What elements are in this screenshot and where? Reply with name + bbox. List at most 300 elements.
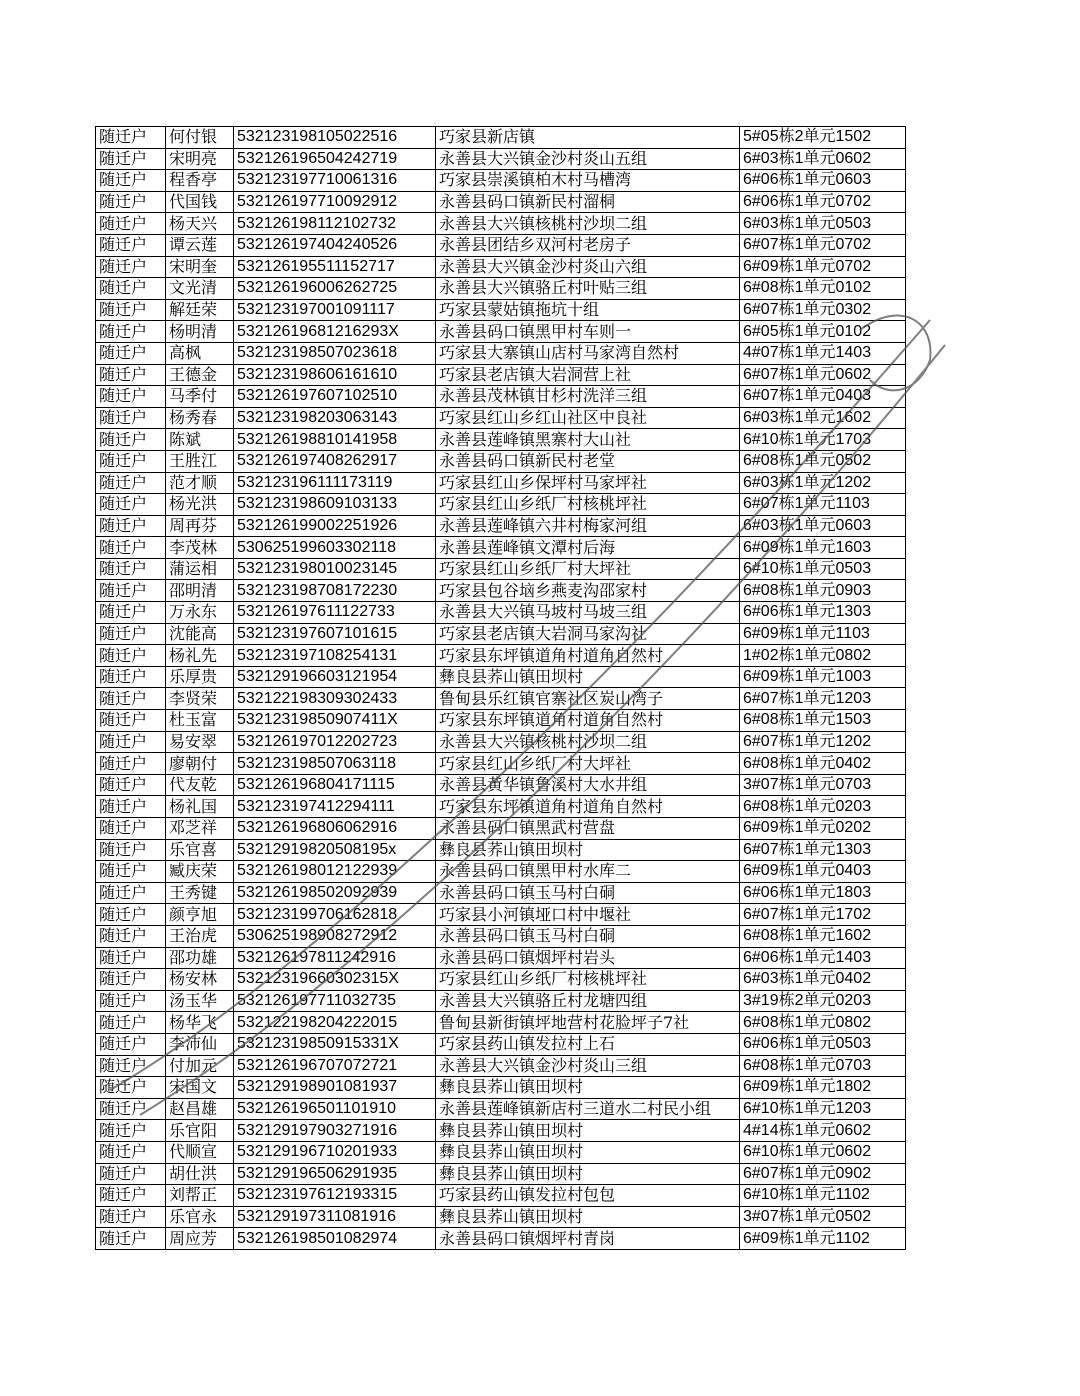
household-type-cell: 随迁户 xyxy=(96,429,166,451)
id-number-cell: 532126196804171115 xyxy=(234,774,436,796)
household-type-cell: 随迁户 xyxy=(96,299,166,321)
room-cell: 6#09栋1单元1103 xyxy=(740,623,906,645)
id-number-cell: 532126197611122733 xyxy=(234,602,436,624)
room-cell: 6#10栋1单元1102 xyxy=(740,1185,906,1207)
id-number-cell: 532126197607102510 xyxy=(234,386,436,408)
name-cell: 高枫 xyxy=(166,342,234,364)
table-row xyxy=(96,925,906,947)
room-cell: 6#09栋1单元1102 xyxy=(740,1228,906,1250)
name-cell: 颜亨旭 xyxy=(166,904,234,926)
id-number-cell: 532123198609103133 xyxy=(234,494,436,516)
household-type-cell: 随迁户 xyxy=(96,753,166,775)
name-cell: 李贤荣 xyxy=(166,688,234,710)
table-row xyxy=(96,148,906,170)
name-cell: 杨秀春 xyxy=(166,407,234,429)
origin-address-cell: 鲁甸县新街镇坪地营村花脸坪子7社 xyxy=(436,1012,740,1034)
room-cell: 6#09栋1单元0403 xyxy=(740,861,906,883)
household-type-cell: 随迁户 xyxy=(96,1228,166,1250)
id-number-cell: 532126197811242916 xyxy=(234,947,436,969)
household-type-cell: 随迁户 xyxy=(96,580,166,602)
name-cell: 付加元 xyxy=(166,1055,234,1077)
name-cell: 臧庆荣 xyxy=(166,861,234,883)
table-row xyxy=(96,839,906,861)
name-cell: 杨礼先 xyxy=(166,645,234,667)
room-cell: 6#10栋1单元0503 xyxy=(740,558,906,580)
id-number-cell: 53212919820508195x xyxy=(234,839,436,861)
id-number-cell: 53212319660302315X xyxy=(234,969,436,991)
origin-address-cell: 巧家县新店镇 xyxy=(436,127,740,149)
origin-address-cell: 永善县大兴镇核桃村沙坝二组 xyxy=(436,213,740,235)
name-cell: 宋国文 xyxy=(166,1077,234,1099)
name-cell: 赵昌雄 xyxy=(166,1098,234,1120)
origin-address-cell: 永善县码口镇玉马村白硐 xyxy=(436,925,740,947)
origin-address-cell: 永善县码口镇玉马村白硐 xyxy=(436,882,740,904)
origin-address-cell: 巧家县蒙姑镇拖坑十组 xyxy=(436,299,740,321)
room-cell: 6#03栋1单元0602 xyxy=(740,148,906,170)
household-type-cell: 随迁户 xyxy=(96,342,166,364)
id-number-cell: 532123198105022516 xyxy=(234,127,436,149)
room-cell: 4#07栋1单元1403 xyxy=(740,342,906,364)
id-number-cell: 532123197612193315 xyxy=(234,1185,436,1207)
table-row xyxy=(96,299,906,321)
id-number-cell: 532123197001091117 xyxy=(234,299,436,321)
household-type-cell: 随迁户 xyxy=(96,213,166,235)
table-row xyxy=(96,386,906,408)
id-number-cell: 532122198309302433 xyxy=(234,688,436,710)
name-cell: 易安翠 xyxy=(166,731,234,753)
room-cell: 6#07栋1单元1203 xyxy=(740,688,906,710)
origin-address-cell: 彝良县荞山镇田坝村 xyxy=(436,1120,740,1142)
name-cell: 杨礼国 xyxy=(166,796,234,818)
room-cell: 6#09栋1单元0702 xyxy=(740,256,906,278)
name-cell: 杜玉富 xyxy=(166,710,234,732)
room-cell: 6#07栋1单元1202 xyxy=(740,731,906,753)
name-cell: 杨明清 xyxy=(166,321,234,343)
name-cell: 范才顺 xyxy=(166,472,234,494)
id-number-cell: 532123199706162818 xyxy=(234,904,436,926)
origin-address-cell: 永善县大兴镇骆丘村叶贴三组 xyxy=(436,278,740,300)
id-number-cell: 53212319850915331X xyxy=(234,1033,436,1055)
id-number-cell: 532126196006262725 xyxy=(234,278,436,300)
origin-address-cell: 巧家县老店镇大岩洞马家沟社 xyxy=(436,623,740,645)
table-row xyxy=(96,1012,906,1034)
origin-address-cell: 巧家县老店镇大岩洞营上社 xyxy=(436,364,740,386)
relocation-table xyxy=(95,126,906,1250)
id-number-cell: 532123198010023145 xyxy=(234,558,436,580)
name-cell: 解廷荣 xyxy=(166,299,234,321)
id-number-cell: 532129196710201933 xyxy=(234,1141,436,1163)
room-cell: 5#05栋2单元1502 xyxy=(740,127,906,149)
household-type-cell: 随迁户 xyxy=(96,1055,166,1077)
household-type-cell: 随迁户 xyxy=(96,925,166,947)
id-number-cell: 53212619681216293X xyxy=(234,321,436,343)
id-number-cell: 532126199002251926 xyxy=(234,515,436,537)
table-row xyxy=(96,558,906,580)
id-number-cell: 530625198908272912 xyxy=(234,925,436,947)
room-cell: 6#07栋1单元0902 xyxy=(740,1163,906,1185)
room-cell: 6#08栋1单元1602 xyxy=(740,925,906,947)
origin-address-cell: 永善县码口镇新民村溜桐 xyxy=(436,191,740,213)
origin-address-cell: 彝良县荞山镇田坝村 xyxy=(436,1077,740,1099)
origin-address-cell: 永善县码口镇新民村老堂 xyxy=(436,450,740,472)
table-row xyxy=(96,515,906,537)
id-number-cell: 532126198810141958 xyxy=(234,429,436,451)
origin-address-cell: 永善县大兴镇金沙村炎山三组 xyxy=(436,1055,740,1077)
id-number-cell: 532126196707072721 xyxy=(234,1055,436,1077)
origin-address-cell: 永善县大兴镇马坡村马坡三组 xyxy=(436,602,740,624)
table-row xyxy=(96,990,906,1012)
table-row xyxy=(96,278,906,300)
origin-address-cell: 巧家县包谷垴乡燕麦沟邵家村 xyxy=(436,580,740,602)
id-number-cell: 532126195511152717 xyxy=(234,256,436,278)
name-cell: 周应芳 xyxy=(166,1228,234,1250)
name-cell: 程香亭 xyxy=(166,170,234,192)
name-cell: 沈能高 xyxy=(166,623,234,645)
room-cell: 6#08栋1单元0102 xyxy=(740,278,906,300)
room-cell: 6#06栋1单元0603 xyxy=(740,170,906,192)
name-cell: 王胜江 xyxy=(166,450,234,472)
household-type-cell: 随迁户 xyxy=(96,127,166,149)
id-number-cell: 532126198501082974 xyxy=(234,1228,436,1250)
table-row xyxy=(96,753,906,775)
household-type-cell: 随迁户 xyxy=(96,321,166,343)
origin-address-cell: 永善县码口镇烟坪村岩头 xyxy=(436,947,740,969)
name-cell: 周再芬 xyxy=(166,515,234,537)
table-row xyxy=(96,710,906,732)
name-cell: 乐官喜 xyxy=(166,839,234,861)
room-cell: 6#07栋1单元0602 xyxy=(740,364,906,386)
name-cell: 文光清 xyxy=(166,278,234,300)
table-row xyxy=(96,321,906,343)
name-cell: 马季付 xyxy=(166,386,234,408)
room-cell: 6#03栋1单元1602 xyxy=(740,407,906,429)
table-row xyxy=(96,796,906,818)
household-type-cell: 随迁户 xyxy=(96,386,166,408)
id-number-cell: 532129197903271916 xyxy=(234,1120,436,1142)
id-number-cell: 532126197711032735 xyxy=(234,990,436,1012)
origin-address-cell: 巧家县崇溪镇柏木村马槽湾 xyxy=(436,170,740,192)
household-type-cell: 随迁户 xyxy=(96,364,166,386)
name-cell: 杨华飞 xyxy=(166,1012,234,1034)
name-cell: 代友乾 xyxy=(166,774,234,796)
origin-address-cell: 永善县黄华镇鲁溪村大水井组 xyxy=(436,774,740,796)
origin-address-cell: 永善县大兴镇核桃村沙坝二组 xyxy=(436,731,740,753)
name-cell: 代国钱 xyxy=(166,191,234,213)
household-type-cell: 随迁户 xyxy=(96,407,166,429)
id-number-cell: 532129198901081937 xyxy=(234,1077,436,1099)
id-number-cell: 532126196501101910 xyxy=(234,1098,436,1120)
room-cell: 6#07栋1单元0403 xyxy=(740,386,906,408)
table-row xyxy=(96,494,906,516)
household-type-cell: 随迁户 xyxy=(96,278,166,300)
room-cell: 6#07栋1单元1702 xyxy=(740,904,906,926)
table-row xyxy=(96,1163,906,1185)
id-number-cell: 532123197108254131 xyxy=(234,645,436,667)
name-cell: 邵明清 xyxy=(166,580,234,602)
room-cell: 6#06栋1单元0702 xyxy=(740,191,906,213)
origin-address-cell: 彝良县荞山镇田坝村 xyxy=(436,839,740,861)
table-row xyxy=(96,1033,906,1055)
household-type-cell: 随迁户 xyxy=(96,1120,166,1142)
id-number-cell: 53212319850907411X xyxy=(234,710,436,732)
table-row xyxy=(96,1098,906,1120)
household-type-cell: 随迁户 xyxy=(96,731,166,753)
origin-address-cell: 永善县码口镇黑武村营盘 xyxy=(436,818,740,840)
id-number-cell: 532126196504242719 xyxy=(234,148,436,170)
table-row xyxy=(96,127,906,149)
table-row xyxy=(96,170,906,192)
table-row xyxy=(96,882,906,904)
household-type-cell: 随迁户 xyxy=(96,882,166,904)
name-cell: 李沛仙 xyxy=(166,1033,234,1055)
name-cell: 杨光洪 xyxy=(166,494,234,516)
origin-address-cell: 永善县大兴镇骆丘村龙塘四组 xyxy=(436,990,740,1012)
origin-address-cell: 巧家县红山乡纸厂村核桃坪社 xyxy=(436,969,740,991)
name-cell: 胡仕洪 xyxy=(166,1163,234,1185)
household-type-cell: 随迁户 xyxy=(96,710,166,732)
name-cell: 王德金 xyxy=(166,364,234,386)
table-row xyxy=(96,407,906,429)
room-cell: 6#08栋1单元0502 xyxy=(740,450,906,472)
household-type-cell: 随迁户 xyxy=(96,861,166,883)
room-cell: 6#09栋1单元0202 xyxy=(740,818,906,840)
origin-address-cell: 巧家县东坪镇道角村道角自然村 xyxy=(436,645,740,667)
origin-address-cell: 彝良县荞山镇田坝村 xyxy=(436,666,740,688)
id-number-cell: 532129196603121954 xyxy=(234,666,436,688)
table-row xyxy=(96,256,906,278)
id-number-cell: 532123198203063143 xyxy=(234,407,436,429)
table-row xyxy=(96,537,906,559)
id-number-cell: 532126197710092912 xyxy=(234,191,436,213)
table-row xyxy=(96,1185,906,1207)
household-type-cell: 随迁户 xyxy=(96,1163,166,1185)
origin-address-cell: 彝良县荞山镇田坝村 xyxy=(436,1141,740,1163)
table-row xyxy=(96,731,906,753)
table-row xyxy=(96,191,906,213)
household-type-cell: 随迁户 xyxy=(96,947,166,969)
room-cell: 6#06栋1单元1803 xyxy=(740,882,906,904)
table-row xyxy=(96,688,906,710)
room-cell: 6#08栋1单元0903 xyxy=(740,580,906,602)
room-cell: 6#07栋1单元0702 xyxy=(740,234,906,256)
household-type-cell: 随迁户 xyxy=(96,558,166,580)
household-type-cell: 随迁户 xyxy=(96,494,166,516)
origin-address-cell: 巧家县药山镇发拉村上石 xyxy=(436,1033,740,1055)
household-type-cell: 随迁户 xyxy=(96,537,166,559)
household-type-cell: 随迁户 xyxy=(96,969,166,991)
origin-address-cell: 巧家县小河镇垭口村中堰社 xyxy=(436,904,740,926)
household-type-cell: 随迁户 xyxy=(96,1206,166,1228)
table-row xyxy=(96,1077,906,1099)
origin-address-cell: 永善县团结乡双河村老房子 xyxy=(436,234,740,256)
origin-address-cell: 鲁甸县乐红镇官寨社区炭山湾子 xyxy=(436,688,740,710)
room-cell: 6#10栋1单元0602 xyxy=(740,1141,906,1163)
room-cell: 6#03栋1单元0603 xyxy=(740,515,906,537)
household-type-cell: 随迁户 xyxy=(96,148,166,170)
id-number-cell: 532123198507023618 xyxy=(234,342,436,364)
table-row xyxy=(96,818,906,840)
origin-address-cell: 永善县大兴镇金沙村炎山六组 xyxy=(436,256,740,278)
origin-address-cell: 永善县莲峰镇六井村梅家河组 xyxy=(436,515,740,537)
table-row xyxy=(96,580,906,602)
room-cell: 6#08栋1单元1503 xyxy=(740,710,906,732)
household-type-cell: 随迁户 xyxy=(96,623,166,645)
room-cell: 3#07栋1单元0703 xyxy=(740,774,906,796)
room-cell: 6#03栋1单元0503 xyxy=(740,213,906,235)
name-cell: 汤玉华 xyxy=(166,990,234,1012)
origin-address-cell: 彝良县荞山镇田坝村 xyxy=(436,1163,740,1185)
name-cell: 代顺宣 xyxy=(166,1141,234,1163)
household-type-cell: 随迁户 xyxy=(96,472,166,494)
name-cell: 邓芝祥 xyxy=(166,818,234,840)
origin-address-cell: 永善县码口镇黑甲村车则一 xyxy=(436,321,740,343)
id-number-cell: 532122198204222015 xyxy=(234,1012,436,1034)
origin-address-cell: 永善县莲峰镇黑寨村大山社 xyxy=(436,429,740,451)
room-cell: 3#19栋2单元0203 xyxy=(740,990,906,1012)
room-cell: 4#14栋1单元0602 xyxy=(740,1120,906,1142)
household-type-cell: 随迁户 xyxy=(96,450,166,472)
table-row xyxy=(96,969,906,991)
room-cell: 6#10栋1单元1703 xyxy=(740,429,906,451)
table-row xyxy=(96,1141,906,1163)
household-type-cell: 随迁户 xyxy=(96,666,166,688)
room-cell: 6#09栋1单元1003 xyxy=(740,666,906,688)
origin-address-cell: 永善县茂林镇甘杉村洗洋三组 xyxy=(436,386,740,408)
room-cell: 6#07栋1单元1103 xyxy=(740,494,906,516)
household-type-cell: 随迁户 xyxy=(96,904,166,926)
room-cell: 6#06栋1单元0503 xyxy=(740,1033,906,1055)
id-number-cell: 532123197710061316 xyxy=(234,170,436,192)
household-type-cell: 随迁户 xyxy=(96,818,166,840)
room-cell: 6#09栋1单元1802 xyxy=(740,1077,906,1099)
table-row xyxy=(96,904,906,926)
room-cell: 6#05栋1单元0102 xyxy=(740,321,906,343)
table-row xyxy=(96,947,906,969)
household-type-cell: 随迁户 xyxy=(96,839,166,861)
id-number-cell: 532129197311081916 xyxy=(234,1206,436,1228)
id-number-cell: 532123198606161610 xyxy=(234,364,436,386)
id-number-cell: 532126196806062916 xyxy=(234,818,436,840)
origin-address-cell: 永善县莲峰镇文潭村后海 xyxy=(436,537,740,559)
household-type-cell: 随迁户 xyxy=(96,515,166,537)
name-cell: 王治虎 xyxy=(166,925,234,947)
table-row xyxy=(96,450,906,472)
household-type-cell: 随迁户 xyxy=(96,1077,166,1099)
household-type-cell: 随迁户 xyxy=(96,1012,166,1034)
name-cell: 王秀键 xyxy=(166,882,234,904)
id-number-cell: 532126198112102732 xyxy=(234,213,436,235)
table-row xyxy=(96,1228,906,1250)
origin-address-cell: 彝良县荞山镇田坝村 xyxy=(436,1206,740,1228)
origin-address-cell: 巧家县红山乡红山社区中良社 xyxy=(436,407,740,429)
id-number-cell: 532123198708172230 xyxy=(234,580,436,602)
room-cell: 6#08栋1单元0802 xyxy=(740,1012,906,1034)
table-row xyxy=(96,623,906,645)
id-number-cell: 532123197412294111 xyxy=(234,796,436,818)
table-row xyxy=(96,666,906,688)
table-body xyxy=(96,127,906,1250)
name-cell: 谭云莲 xyxy=(166,234,234,256)
household-type-cell: 随迁户 xyxy=(96,1098,166,1120)
name-cell: 宋明奎 xyxy=(166,256,234,278)
room-cell: 6#03栋1单元0402 xyxy=(740,969,906,991)
room-cell: 6#08栋1单元0203 xyxy=(740,796,906,818)
id-number-cell: 532126197404240526 xyxy=(234,234,436,256)
name-cell: 廖朝付 xyxy=(166,753,234,775)
origin-address-cell: 巧家县红山乡保坪村马家坪社 xyxy=(436,472,740,494)
room-cell: 6#07栋1单元1303 xyxy=(740,839,906,861)
origin-address-cell: 永善县大兴镇金沙村炎山五组 xyxy=(436,148,740,170)
origin-address-cell: 巧家县红山乡纸厂村大坪社 xyxy=(436,753,740,775)
id-number-cell: 532123197607101615 xyxy=(234,623,436,645)
origin-address-cell: 永善县码口镇烟坪村青岗 xyxy=(436,1228,740,1250)
household-type-cell: 随迁户 xyxy=(96,234,166,256)
table-row xyxy=(96,1055,906,1077)
id-number-cell: 530625199603302118 xyxy=(234,537,436,559)
table-row xyxy=(96,472,906,494)
origin-address-cell: 永善县码口镇黑甲村水库二 xyxy=(436,861,740,883)
household-type-cell: 随迁户 xyxy=(96,170,166,192)
origin-address-cell: 巧家县药山镇发拉村包包 xyxy=(436,1185,740,1207)
table-row xyxy=(96,429,906,451)
household-type-cell: 随迁户 xyxy=(96,774,166,796)
room-cell: 3#07栋1单元0502 xyxy=(740,1206,906,1228)
room-cell: 1#02栋1单元0802 xyxy=(740,645,906,667)
table-row xyxy=(96,342,906,364)
room-cell: 6#07栋1单元0302 xyxy=(740,299,906,321)
room-cell: 6#06栋1单元1403 xyxy=(740,947,906,969)
origin-address-cell: 巧家县东坪镇道角村道角自然村 xyxy=(436,796,740,818)
room-cell: 6#09栋1单元1603 xyxy=(740,537,906,559)
origin-address-cell: 永善县莲峰镇新店村三道水二村民小组 xyxy=(436,1098,740,1120)
id-number-cell: 532126197012202723 xyxy=(234,731,436,753)
household-type-cell: 随迁户 xyxy=(96,990,166,1012)
origin-address-cell: 巧家县红山乡纸厂村核桃坪社 xyxy=(436,494,740,516)
name-cell: 杨天兴 xyxy=(166,213,234,235)
name-cell: 陈斌 xyxy=(166,429,234,451)
table-row xyxy=(96,1120,906,1142)
name-cell: 乐厚贵 xyxy=(166,666,234,688)
origin-address-cell: 巧家县东坪镇道角村道角自然村 xyxy=(436,710,740,732)
name-cell: 蒲运相 xyxy=(166,558,234,580)
table-row xyxy=(96,1206,906,1228)
table-row xyxy=(96,774,906,796)
household-type-cell: 随迁户 xyxy=(96,796,166,818)
household-type-cell: 随迁户 xyxy=(96,688,166,710)
name-cell: 杨安林 xyxy=(166,969,234,991)
id-number-cell: 532126198012122939 xyxy=(234,861,436,883)
origin-address-cell: 巧家县红山乡纸厂村大坪社 xyxy=(436,558,740,580)
name-cell: 何付银 xyxy=(166,127,234,149)
room-cell: 6#08栋1单元0402 xyxy=(740,753,906,775)
name-cell: 宋明亮 xyxy=(166,148,234,170)
household-type-cell: 随迁户 xyxy=(96,1141,166,1163)
table-row xyxy=(96,861,906,883)
id-number-cell: 532126197408262917 xyxy=(234,450,436,472)
table-row xyxy=(96,234,906,256)
name-cell: 刘帮正 xyxy=(166,1185,234,1207)
table-row xyxy=(96,645,906,667)
household-type-cell: 随迁户 xyxy=(96,602,166,624)
household-type-cell: 随迁户 xyxy=(96,645,166,667)
id-number-cell: 532126198502092939 xyxy=(234,882,436,904)
household-type-cell: 随迁户 xyxy=(96,1185,166,1207)
name-cell: 乐官阳 xyxy=(166,1120,234,1142)
table-row xyxy=(96,213,906,235)
household-type-cell: 随迁户 xyxy=(96,1033,166,1055)
name-cell: 邵功雄 xyxy=(166,947,234,969)
room-cell: 6#03栋1单元1202 xyxy=(740,472,906,494)
